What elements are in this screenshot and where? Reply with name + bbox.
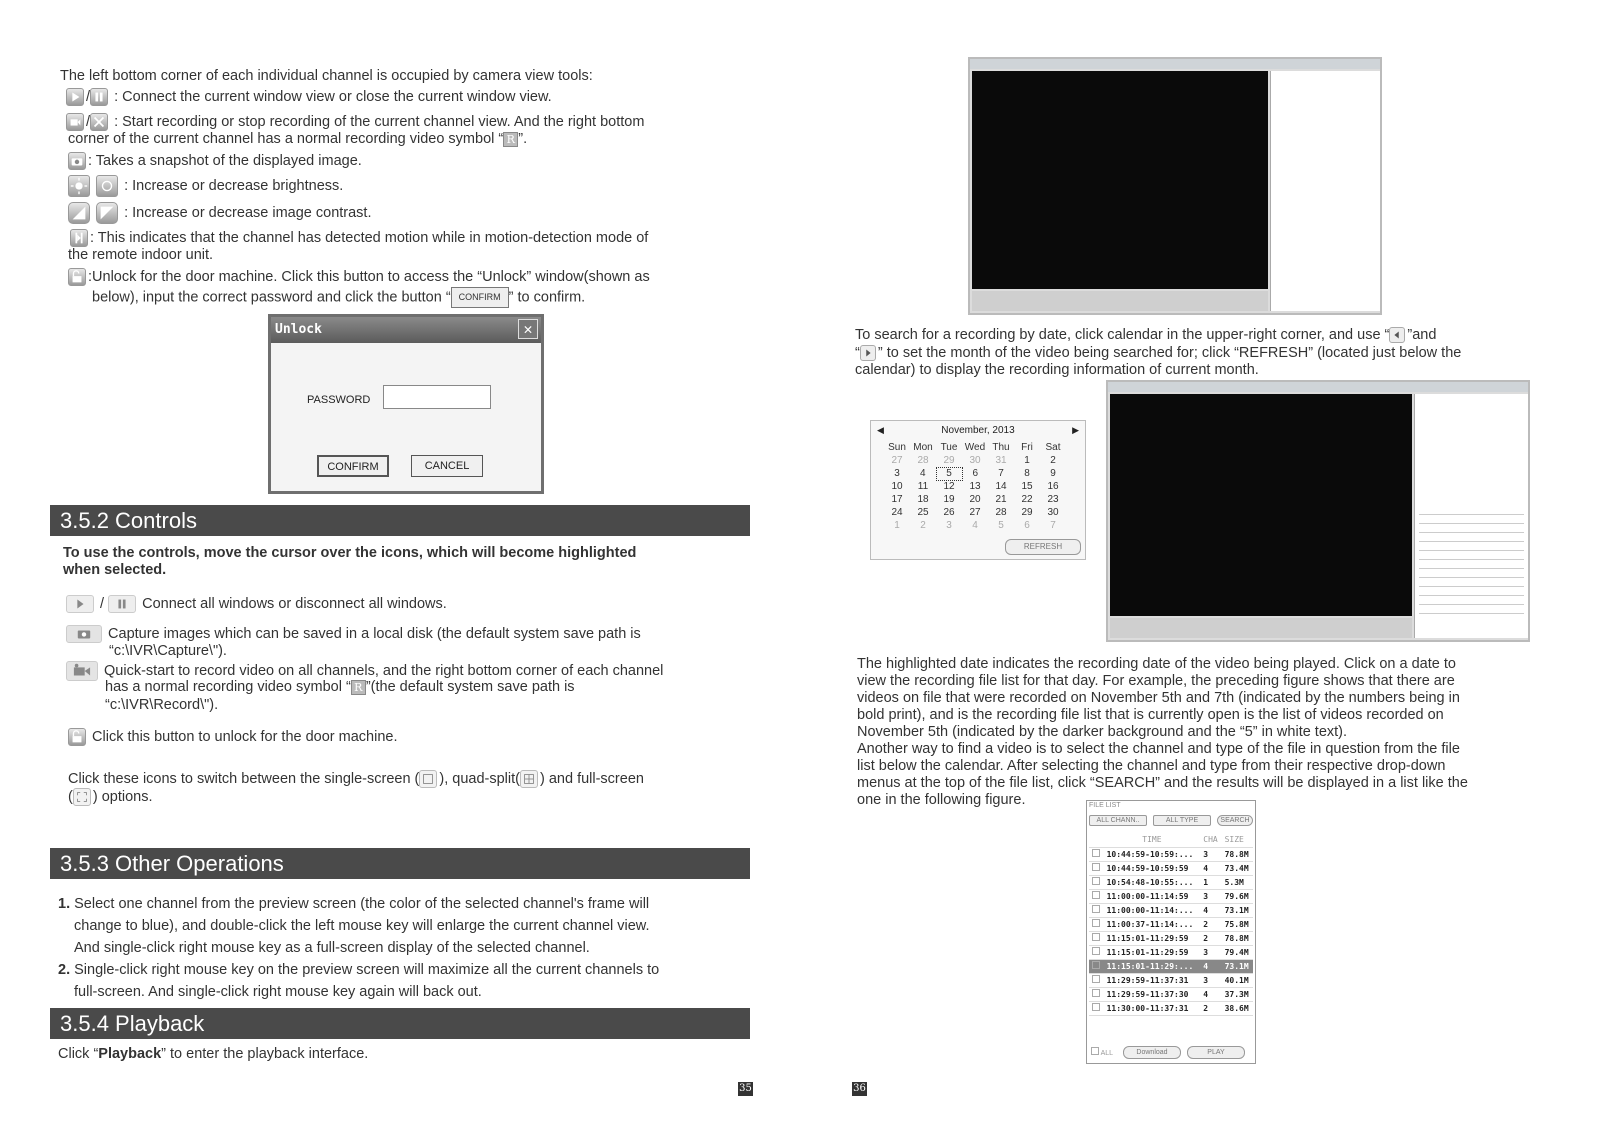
search-text-b2: ” to set the month of the video being searched for; click “REFRESH” (located just below the <box>877 345 1462 361</box>
ctrl-screen-text-c: ) and full-screen <box>539 770 644 787</box>
cell-size: 73.1M <box>1222 903 1253 917</box>
tool-unlock-text-c: ” to confirm. <box>508 289 586 306</box>
para-line-1: The highlighted date indicates the recording date of the video being played. Click on a date to <box>857 656 1456 672</box>
cell-time: 10:44:59-10:59:59 <box>1104 861 1201 875</box>
stop-record-icon <box>90 113 108 131</box>
para-line-6: Another way to find a video is to select the channel and type of the file in question from the file <box>857 741 1460 757</box>
window-titlebar <box>970 59 1380 69</box>
cell-time: 10:44:59-10:59:... <box>1104 847 1201 861</box>
ctrl-screen-row <box>68 770 644 788</box>
search-button[interactable]: SEARCH <box>1217 815 1253 826</box>
tool-contrast-row <box>68 202 372 224</box>
tools-intro: The left bottom corner of each individual channel is occupied by camera view tools: <box>60 68 593 84</box>
calendar-day[interactable]: 29 <box>943 454 955 466</box>
brightness-down-icon <box>96 175 118 197</box>
section-3-5-3-heading: 3.5.3 Other Operations <box>50 848 750 879</box>
weekday: Sat <box>1045 442 1061 453</box>
cell-size: 78.8M <box>1222 847 1253 861</box>
tool-contrast-text: : Increase or decrease image contrast. <box>124 204 372 221</box>
tool-record-text-b: corner of the current channel has a normal recording video symbol “ <box>68 131 504 147</box>
row-checkbox[interactable] <box>1092 947 1100 955</box>
cell-cha: 4 <box>1200 861 1221 875</box>
password-label: PASSWORD <box>307 394 371 406</box>
playback-text-a: Click “ <box>58 1046 99 1062</box>
cell-size: 73.1M <box>1222 959 1253 973</box>
tool-connect-row: / : Connect the current window view or close the current window view. <box>66 88 552 106</box>
file-list-panel <box>1086 800 1256 1064</box>
row-checkbox[interactable] <box>1092 905 1100 913</box>
tool-snapshot-row <box>68 152 362 170</box>
calendar-day[interactable]: 30 <box>1047 507 1059 518</box>
row-checkbox[interactable] <box>1092 919 1100 927</box>
calendar-day[interactable]: 22 <box>1021 494 1033 505</box>
calendar-day[interactable]: 21 <box>995 494 1007 505</box>
video-record-icon <box>66 661 98 681</box>
calendar-day[interactable]: 11 <box>917 481 929 492</box>
dialog-title-text: Unlock <box>275 322 322 337</box>
record-icon <box>66 113 84 131</box>
cell-cha: 3 <box>1200 847 1221 861</box>
cell-time: 11:00:00-11:14:59 <box>1104 889 1201 903</box>
calendar-week <box>884 519 1066 532</box>
tool-record-row: / : Start recording or stop recording of the current channel view. And the right bottom <box>66 113 644 131</box>
tool-unlock-row-b <box>92 287 585 308</box>
op1-number: 1. <box>58 896 71 912</box>
playback-window-screenshot-2 <box>1106 380 1530 642</box>
playback-sidebar-2 <box>1414 394 1528 638</box>
ctrl-record-row <box>66 661 663 681</box>
table-row[interactable] <box>1089 875 1253 889</box>
camera-icon <box>68 152 86 170</box>
file-list-table <box>1089 833 1253 1016</box>
table-row[interactable] <box>1089 931 1253 945</box>
select-all-checkbox[interactable] <box>1091 1047 1113 1057</box>
cell-size: 79.4M <box>1222 945 1253 959</box>
ctrl-record-text-b1: has a normal recording video symbol “ <box>105 679 351 695</box>
row-checkbox[interactable] <box>1092 863 1100 871</box>
row-checkbox[interactable] <box>1092 891 1100 899</box>
tool-brightness-text: : Increase or decrease brightness. <box>124 177 344 194</box>
cell-size: 73.4M <box>1222 861 1253 875</box>
download-button[interactable]: Download <box>1123 1046 1181 1059</box>
tool-record-text-c: ”. <box>518 131 528 147</box>
cell-cha: 2 <box>1200 917 1221 931</box>
cell-cha: 4 <box>1200 959 1221 973</box>
cell-size: 5.3M <box>1222 875 1253 889</box>
search-line-b <box>855 345 1461 362</box>
para-line-4: bold print), and is the recording file list that is currently open is the list of videos recorded on <box>857 707 1444 723</box>
cell-cha: 2 <box>1200 1001 1221 1015</box>
confirm-button-sample: CONFIRM <box>451 287 509 308</box>
calendar-day[interactable]: 27 <box>969 507 981 518</box>
playback-window-screenshot-1 <box>968 57 1382 315</box>
calendar-week <box>884 493 1066 506</box>
password-field[interactable] <box>383 385 491 409</box>
row-checkbox[interactable] <box>1092 1003 1100 1011</box>
col-size: SIZE <box>1222 833 1253 847</box>
calendar-day[interactable]: 7 <box>1050 520 1056 531</box>
playback-instruction <box>58 1046 368 1063</box>
calendar-day[interactable]: 4 <box>919 468 926 479</box>
tool-unlock-row <box>68 268 650 286</box>
ctrl-record-text-b2: ”(the default system save path is <box>365 679 575 695</box>
col-time: TIME <box>1104 833 1201 847</box>
dialog-title <box>271 317 541 343</box>
ctrl-record-text-a: Quick-start to record video on all channels, and the right bottom corner of each channel <box>104 662 664 679</box>
playback-toolbar <box>972 291 1268 311</box>
weekday: Mon <box>913 442 933 453</box>
cell-cha: 2 <box>1200 931 1221 945</box>
cell-time: 11:15:01-11:29:59 <box>1104 931 1201 945</box>
next-arrow-icon[interactable]: ▶ <box>1072 425 1079 435</box>
tool-record-row-b <box>68 131 527 148</box>
video-area-2 <box>1110 394 1412 616</box>
calendar-day[interactable]: 2 <box>1050 455 1056 466</box>
calendar-day[interactable]: 28 <box>995 507 1007 518</box>
col-checkbox <box>1089 833 1104 847</box>
weekday: Sun <box>888 442 906 453</box>
recording-symbol-icon: R <box>503 132 518 147</box>
cell-size: 37.3M <box>1222 987 1253 1001</box>
tool-snapshot-text: : Takes a snapshot of the displayed image. <box>88 152 362 169</box>
unlock-dialog <box>268 314 544 494</box>
cell-cha: 4 <box>1200 987 1221 1001</box>
lock-icon <box>68 268 86 286</box>
row-checkbox[interactable] <box>1092 961 1100 969</box>
calendar-month: November, 2013 <box>941 425 1015 436</box>
file-list-rows-preview <box>1419 506 1524 616</box>
weekday: Wed <box>964 442 986 453</box>
calendar-day[interactable]: 13 <box>969 481 981 492</box>
table-row[interactable] <box>1089 1001 1253 1015</box>
tool-brightness-row <box>68 175 343 197</box>
cell-size: 38.6M <box>1222 1001 1253 1015</box>
cell-cha: 3 <box>1200 973 1221 987</box>
tool-motion-text-a: : This indicates that the channel has detected motion while in motion-detection mode of <box>90 229 649 246</box>
op1-line-a <box>58 896 649 913</box>
calendar-day[interactable]: 3 <box>946 520 952 531</box>
right-page <box>800 0 1600 1132</box>
next-month-icon <box>860 345 876 361</box>
table-row[interactable] <box>1089 945 1253 959</box>
cell-time: 11:00:37-11:14:... <box>1104 917 1201 931</box>
table-row[interactable] <box>1089 861 1253 875</box>
ctrl-capture-text-b: “c:\IVR\Capture\"). <box>109 643 227 659</box>
section-3-5-2-heading: 3.5.2 Controls <box>50 505 750 536</box>
ctrl-capture-text-a: Capture images which can be saved in a local disk (the default system save path is <box>108 625 641 642</box>
page-number-36: 36 <box>853 1083 866 1094</box>
confirm-button[interactable]: CONFIRM <box>317 455 389 477</box>
calendar-day[interactable]: 20 <box>969 494 981 505</box>
calendar-day[interactable]: 15 <box>1021 481 1033 492</box>
prev-month-icon <box>1389 327 1405 343</box>
table-row[interactable] <box>1089 987 1253 1001</box>
row-checkbox[interactable] <box>1092 989 1100 997</box>
calendar-day[interactable]: 3 <box>894 468 900 479</box>
calendar-day[interactable]: 17 <box>891 494 903 505</box>
tool-connect-text: : Connect the current window view or close the current window view. <box>114 88 552 105</box>
ctrl-screen-text-e: ) options. <box>92 788 153 805</box>
capture-icon <box>66 625 102 643</box>
file-list-title: FILE LIST <box>1089 802 1121 809</box>
unlock-icon <box>68 728 86 746</box>
op1-text-b: change to blue), and double-click the left mouse key will enlarge the current channel view. <box>74 918 650 934</box>
op1-text-a: Select one channel from the preview screen (the color of the selected channel's frame will <box>74 896 650 912</box>
cell-size: 75.8M <box>1222 917 1253 931</box>
cell-time: 11:00:00-11:14:... <box>1104 903 1201 917</box>
page-number-35: 35 <box>739 1083 752 1094</box>
tool-unlock-text-b: below), input the correct password and click the button “ <box>92 289 451 306</box>
brightness-up-icon <box>68 175 90 197</box>
calendar-day[interactable]: 24 <box>891 507 903 518</box>
ctrl-capture-row <box>66 625 641 643</box>
ctrl-screen-text-a: Click these icons to switch between the single-screen ( <box>68 770 420 787</box>
ctrl-record-text-c: “c:\IVR\Record\"). <box>105 697 219 713</box>
pause-all-icon <box>108 595 136 613</box>
pause-icon <box>90 88 108 106</box>
play-all-icon <box>66 595 94 613</box>
para-line-7: list below the calendar. After selecting the channel and type from their respective drop-down <box>857 758 1446 774</box>
search-text-c: calendar) to display the recording information of current month. <box>855 362 1259 378</box>
op2-text-b: full-screen. And single-click right mouse key again will back out. <box>74 984 482 1000</box>
cell-time: 11:29:59-11:37:31 <box>1104 973 1201 987</box>
calendar-day[interactable]: 6 <box>972 468 979 479</box>
calendar-header-row <box>884 441 1066 454</box>
play-icon <box>66 88 84 106</box>
cell-time: 10:54:48-10:55:... <box>1104 875 1201 889</box>
calendar-day[interactable]: 4 <box>972 520 978 531</box>
refresh-button[interactable]: REFRESH <box>1005 539 1081 555</box>
ctrl-screen-text-b: ), quad-split( <box>439 770 520 787</box>
table-row[interactable] <box>1089 889 1253 903</box>
table-row[interactable] <box>1089 917 1253 931</box>
file-list-header <box>1089 833 1253 847</box>
table-row[interactable] <box>1089 903 1253 917</box>
para-line-9: one in the following figure. <box>857 792 1026 808</box>
calendar-week <box>884 454 1066 467</box>
tool-motion-row <box>70 229 648 247</box>
calendar-day[interactable]: 25 <box>917 507 929 518</box>
quad-split-icon <box>520 770 538 788</box>
calendar-day[interactable]: 10 <box>891 481 903 492</box>
calendar-day[interactable]: 28 <box>917 455 929 466</box>
para-line-2: view the recording file list for that day. For example, the preceding figure shows that there are <box>857 673 1455 689</box>
cell-cha: 3 <box>1200 889 1221 903</box>
close-icon[interactable]: ✕ <box>518 319 538 339</box>
col-cha: CHA <box>1200 833 1221 847</box>
calendar-day[interactable]: 12 <box>943 481 955 493</box>
ctrl-unlock-row <box>68 728 398 746</box>
op1-text-c: And single-click right mouse key as a full-screen display of the selected channel. <box>74 940 590 956</box>
calendar-grid <box>884 441 1067 532</box>
section-3-5-4-heading: 3.5.4 Playback <box>50 1008 750 1039</box>
ctrl-screen-row-b <box>68 788 153 806</box>
calendar-day[interactable]: 30 <box>969 455 981 466</box>
video-area <box>972 71 1268 289</box>
cell-time: 11:15:01-11:29:59 <box>1104 945 1201 959</box>
table-row-highlighted[interactable] <box>1089 959 1253 973</box>
calendar-day[interactable]: 1 <box>894 520 900 531</box>
calendar-day[interactable]: 31 <box>995 455 1007 466</box>
prev-arrow-icon[interactable]: ◀ <box>877 425 884 435</box>
calendar-day[interactable]: 2 <box>920 520 926 531</box>
calendar-day[interactable]: 9 <box>1050 468 1056 479</box>
ctrl-unlock-text: Click this button to unlock for the door machine. <box>92 728 398 745</box>
op2-line-a <box>58 962 659 979</box>
cell-size: 40.1M <box>1222 973 1253 987</box>
ctrl-record-row-b <box>105 679 575 696</box>
cancel-button[interactable]: CANCEL <box>411 455 483 477</box>
row-checkbox[interactable] <box>1092 933 1100 941</box>
calendar-widget <box>870 420 1086 560</box>
calendar-day[interactable]: 23 <box>1047 494 1059 505</box>
weekday: Fri <box>1021 442 1033 453</box>
tool-unlock-text-a: :Unlock for the door machine. Click this button to access the “Unlock” window(shown as <box>88 268 650 285</box>
op2-text-a: Single-click right mouse key on the preview screen will maximize all the current channels to <box>74 962 660 978</box>
cell-time: 11:15:01-11:29:... <box>1104 959 1201 973</box>
contrast-down-icon <box>96 202 118 224</box>
all-checkbox[interactable] <box>1091 1047 1099 1055</box>
table-row[interactable] <box>1089 973 1253 987</box>
cell-time: 11:29:59-11:37:30 <box>1104 987 1201 1001</box>
para-line-5: November 5th (indicated by the darker background and the “5” in white text). <box>857 724 1348 740</box>
calendar-day[interactable]: 5 <box>998 520 1004 531</box>
calendar-week <box>884 480 1066 493</box>
single-screen-icon <box>419 770 437 788</box>
channel-select[interactable]: ALL CHANN.. <box>1089 815 1147 826</box>
calendar-day[interactable]: 19 <box>943 494 955 505</box>
search-text-a2: ”and <box>1407 327 1437 343</box>
calendar-day[interactable]: 26 <box>943 507 955 518</box>
contrast-up-icon <box>68 202 90 224</box>
weekday: Tue <box>940 442 958 453</box>
cell-cha: 3 <box>1200 945 1221 959</box>
ctrl-screen-text-d: ( <box>68 788 73 805</box>
para-line-3: videos on file that were recorded on November 5th and 7th (indicated by the numbers being in <box>857 690 1460 706</box>
cell-size: 79.6M <box>1222 889 1253 903</box>
calendar-day[interactable]: 18 <box>917 494 929 505</box>
calendar-week <box>884 506 1066 519</box>
all-label: ALL <box>1100 1050 1114 1057</box>
play-button[interactable]: PLAY <box>1187 1046 1245 1059</box>
calendar-day[interactable]: 8 <box>1024 468 1030 479</box>
ctrl-connect-text: Connect all windows or disconnect all windows. <box>142 595 447 612</box>
row-checkbox[interactable] <box>1092 849 1100 857</box>
cell-cha: 4 <box>1200 903 1221 917</box>
search-text-b1: “ <box>855 345 860 361</box>
controls-note-b: when selected. <box>63 562 167 578</box>
calendar-day-selected[interactable]: 5 <box>936 467 962 480</box>
calendar-day[interactable]: 27 <box>891 455 903 466</box>
ctrl-connect-row: / Connect all windows or disconnect all windows. <box>66 595 447 613</box>
search-text-a1: To search for a recording by date, click calendar in the upper-right corner, and use “ <box>855 327 1390 343</box>
cell-time: 11:30:00-11:37:31 <box>1104 1001 1201 1015</box>
playback-text-c: ” to enter the playback interface. <box>161 1046 369 1062</box>
op2-number: 2. <box>58 962 71 978</box>
type-select[interactable]: ALL TYPE <box>1153 815 1211 826</box>
playback-bold: Playback <box>98 1046 162 1062</box>
calendar-day[interactable]: 6 <box>1024 520 1030 531</box>
tool-record-text-a: : Start recording or stop recording of the current channel view. And the right bottom <box>114 113 645 130</box>
window-titlebar-2 <box>1108 382 1528 392</box>
motion-icon <box>70 229 88 247</box>
table-row[interactable] <box>1089 847 1253 861</box>
para-line-8: menus at the top of the file list, click “SEARCH” and the results will be displayed in a list like the <box>857 775 1468 791</box>
cell-cha: 1 <box>1200 875 1221 889</box>
calendar-day[interactable]: 1 <box>1024 455 1030 466</box>
calendar-week <box>884 467 1066 480</box>
row-checkbox[interactable] <box>1092 975 1100 983</box>
tool-motion-text-b: the remote indoor unit. <box>68 247 214 263</box>
playback-sidebar <box>1270 71 1380 311</box>
calendar-day[interactable]: 7 <box>998 468 1004 479</box>
recording-symbol-icon-2: R <box>351 680 366 695</box>
playback-toolbar-2 <box>1110 618 1412 638</box>
row-checkbox[interactable] <box>1092 877 1100 885</box>
weekday: Thu <box>992 442 1010 453</box>
full-screen-icon <box>73 788 91 806</box>
search-line-a <box>855 327 1436 344</box>
calendar-day[interactable]: 29 <box>1021 507 1033 518</box>
cell-size: 78.8M <box>1222 931 1253 945</box>
controls-note-a: To use the controls, move the cursor over the icons, which will become highlighted <box>63 545 637 561</box>
calendar-day[interactable]: 16 <box>1047 481 1059 492</box>
calendar-day[interactable]: 14 <box>995 481 1007 492</box>
